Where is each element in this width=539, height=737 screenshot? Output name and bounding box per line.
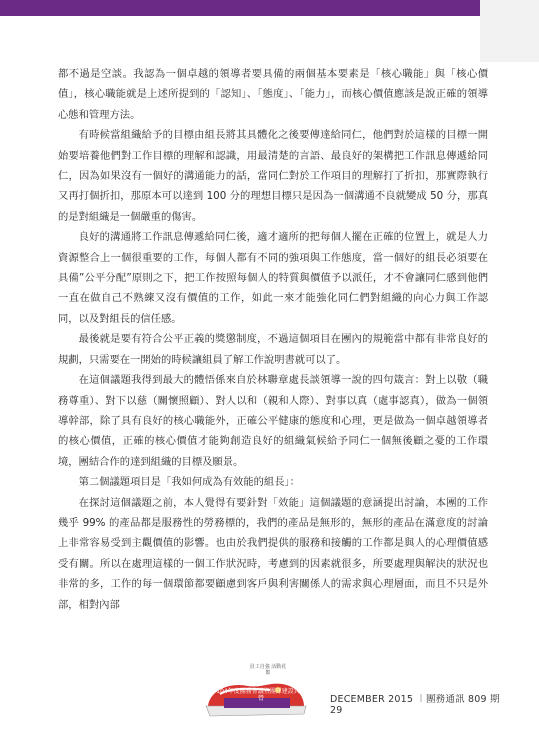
paragraph-6: 第二個議題項目是「我如何成為有效能的組長」： <box>78 476 300 489</box>
article-body <box>58 64 488 615</box>
paragraph-1: 都不過是空談。我認為一個卓越的領導者要具備的兩個基本要素是「核心職能」與「核心價值」，核心職能就是上述所提到的「認知」、「態度」、「能力」，而核心價值應該是說正確的領導心態和管理方法。 <box>58 68 488 121</box>
paragraph-4: 最後就是要有符合公平正義的獎懲制度，不過這個項目在團內的規範當中都有非常良好的規劃，只需要在一開始的時候讓組員了解工作說明書就可以了。 <box>58 333 488 366</box>
footer-illustration-caption: 104年度團務會議暨團隊建設共識營 <box>216 688 306 702</box>
header-corner-block <box>480 0 539 62</box>
paragraph-2: 有時候當組織給予的目標由組長將其具體化之後要傳達給同仁，他們對於這樣的目標一開始要培養他們對工作目標的理解和認識，用最清楚的言語、最良好的架構把工作訊息傳遞給同仁，因為如果沒有一個好的溝通能力的話，當同仁對於工作項目的理解打了折扣，那實際執行又再打個折扣，那原本可以達到 100 分的理想目標只是因為一個溝通不良就變成 50 分，那真的是對組織是一個嚴重的傷害。 <box>58 129 488 223</box>
header-color-band <box>0 0 539 16</box>
paragraph-5: 在這個議題我得到最大的體悟係來自於林聯章處長談領導一說的四句箴言：對上以敬（職務尊重）、對下以慈（關懷照顧）、對人以和（親和人際）、對事以真（處事認真），做為一個領導幹部，除了具有良好的核心職能外，正確公平健康的態度和心理，更是做為一個卓越領導者的核心價值，正確的核心價值才能夠創造良好的組織氣候給予同仁一個無後顧之憂的工作環境，團結合作的達到組織的目標及願景。 <box>58 374 488 468</box>
paragraph-7: 在探討這個議題之前，本人覺得有要針對「效能」這個議題的意涵提出討論，本團的工作幾乎 99% 的產品都是服務性的勞務標的，我們的產品是無形的，無形的產品在滿意度的討論上非常容易受到主觀價值的影響。也由於我們提供的服務和接觸的工作都是與人的心理價值感受有關。所以在處理這樣的一個工作狀況時，考慮到的因素就很多，所要處理與解決的狀況也非常的多，工作的每一個環節都要顧慮到客戶與利害關係人的需求與心理層面，而且不只是外部，相對內部 <box>58 496 488 611</box>
page-footer-issue: DECEMBER 2015 ︱團務通訊 809 期 29 <box>330 694 500 716</box>
paragraph-3: 良好的溝通將工作訊息傳遞給同仁後，適才適所的把每個人擺在正確的位置上，就是人力資源整合上一個很重要的工作，每個人都有不同的強項與工作態度，當一個好的組長必須要在具備”公平分配”原則之下，把工作按照每個人的特質與價值予以派任，才不會讓同仁感到他們一直在做自己不熟練又沒有價值的工作，如此一來才能強化同仁們對組織的向心力與工作認同，以及對組長的信任感。 <box>58 231 488 325</box>
footer-illustration-small-text: 員工自強 活動花絮 <box>249 664 287 676</box>
